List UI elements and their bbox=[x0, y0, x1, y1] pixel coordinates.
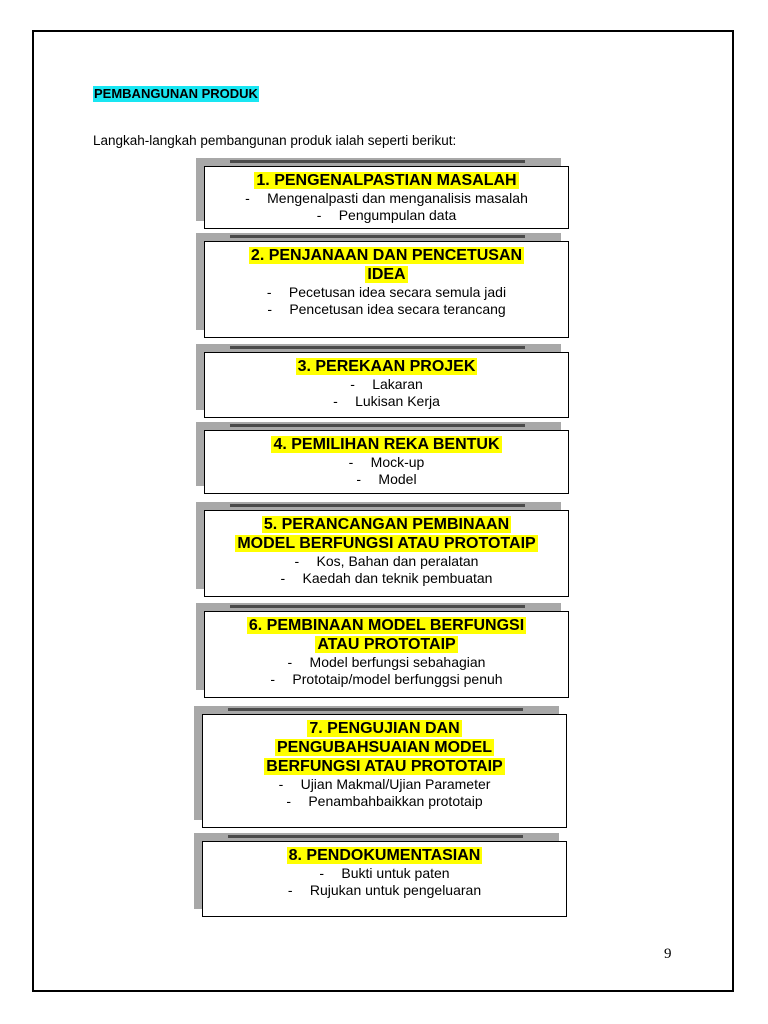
step-title bbox=[205, 616, 568, 654]
step-item-text: Model bbox=[378, 471, 417, 487]
step-box-8 bbox=[202, 841, 567, 917]
step-box-4 bbox=[204, 430, 569, 494]
step-item bbox=[205, 284, 568, 301]
step-title-line: 1. PENGENALPASTIAN MASALAH bbox=[256, 172, 517, 189]
step-shadow-edge bbox=[230, 605, 525, 608]
step-shadow-edge bbox=[230, 504, 525, 507]
step-title-line: 4. PEMILIHAN REKA BENTUK bbox=[273, 436, 500, 453]
step-box-7 bbox=[202, 714, 567, 828]
step-item bbox=[203, 776, 566, 793]
step-items bbox=[205, 376, 568, 410]
step-card bbox=[204, 241, 569, 338]
step-item-text: Pengumpulan data bbox=[338, 207, 457, 223]
step-shadow-edge bbox=[230, 160, 525, 163]
dash-bullet: - bbox=[356, 471, 362, 487]
step-item-text: Kaedah dan teknik pembuatan bbox=[302, 570, 493, 586]
step-card bbox=[202, 714, 567, 828]
step-items bbox=[205, 454, 568, 488]
dash-bullet: - bbox=[350, 376, 355, 392]
step-items bbox=[205, 284, 568, 318]
step-item bbox=[205, 570, 568, 587]
step-items bbox=[203, 776, 566, 810]
dash-bullet: - bbox=[286, 793, 291, 809]
dash-bullet: - bbox=[333, 393, 338, 409]
step-box-3 bbox=[204, 352, 569, 418]
step-card bbox=[202, 841, 567, 917]
step-box-6 bbox=[204, 611, 569, 698]
step-title bbox=[205, 171, 568, 190]
step-item bbox=[205, 471, 568, 488]
dash-bullet: - bbox=[278, 776, 284, 792]
dash-bullet: - bbox=[266, 284, 272, 300]
step-title bbox=[205, 435, 568, 454]
step-item-text: Prototaip/model berfunggsi penuh bbox=[292, 671, 503, 687]
step-item-text: Pencetusan idea secara terancang bbox=[289, 301, 506, 317]
dash-bullet: - bbox=[348, 454, 354, 470]
dash-bullet: - bbox=[270, 671, 276, 687]
dash-bullet: - bbox=[287, 654, 293, 670]
step-items bbox=[203, 865, 566, 899]
dash-bullet: - bbox=[294, 553, 300, 569]
step-item-text: Penambahbaikkan prototaip bbox=[308, 793, 483, 809]
dash-bullet: - bbox=[287, 882, 293, 898]
step-title-line: 2. PENJANAAN DAN PENCETUSAN bbox=[250, 247, 523, 264]
step-item-text: Model berfungsi sebahagian bbox=[309, 654, 486, 670]
step-item-text: Lukisan Kerja bbox=[355, 393, 440, 409]
step-item bbox=[205, 190, 568, 207]
step-items bbox=[205, 190, 568, 224]
step-shadow-edge bbox=[228, 708, 523, 711]
step-title bbox=[205, 246, 568, 284]
step-card bbox=[204, 352, 569, 418]
step-item bbox=[205, 671, 568, 688]
step-title-line: MODEL BERFUNGSI ATAU PROTOTAIP bbox=[237, 535, 536, 552]
step-card bbox=[204, 611, 569, 698]
step-title-line: 3. PEREKAAN PROJEK bbox=[297, 358, 476, 375]
step-title bbox=[205, 515, 568, 553]
step-item bbox=[205, 553, 568, 570]
dash-bullet: - bbox=[267, 301, 272, 317]
step-title-line: 6. PEMBINAAN MODEL BERFUNGSI bbox=[248, 617, 525, 634]
dash-bullet: - bbox=[319, 865, 325, 881]
step-items bbox=[205, 553, 568, 587]
step-title-line: ATAU PROTOTAIP bbox=[317, 636, 456, 653]
step-title-line: IDEA bbox=[367, 266, 406, 283]
page-number: 9 bbox=[664, 946, 672, 962]
step-title-line: PENGUBAHSUAIAN MODEL bbox=[276, 739, 493, 756]
dash-bullet: - bbox=[280, 570, 286, 586]
step-item bbox=[205, 376, 568, 393]
step-item-text: Mengenalpasti dan menganalisis masalah bbox=[267, 190, 528, 206]
step-title bbox=[205, 357, 568, 376]
step-item-text: Ujian Makmal/Ujian Parameter bbox=[300, 776, 491, 792]
step-item-text: Rujukan untuk pengeluaran bbox=[309, 882, 482, 898]
step-box-2 bbox=[204, 241, 569, 338]
intro-text: Langkah-langkah pembangunan produk ialah seperti berikut: bbox=[93, 133, 457, 148]
step-item-text: Mock-up bbox=[370, 454, 425, 470]
step-title-line: 5. PERANCANGAN PEMBINAAN bbox=[263, 516, 510, 533]
section-heading: PEMBANGUNAN PRODUK bbox=[94, 86, 258, 101]
step-item bbox=[203, 882, 566, 899]
step-box-1 bbox=[204, 166, 569, 229]
step-shadow-edge bbox=[228, 835, 523, 838]
step-item-text: Lakaran bbox=[372, 376, 423, 392]
step-card bbox=[204, 430, 569, 494]
step-item bbox=[203, 865, 566, 882]
dash-bullet: - bbox=[316, 207, 322, 223]
step-title-line: BERFUNGSI ATAU PROTOTAIP bbox=[266, 758, 503, 775]
step-item-text: Kos, Bahan dan peralatan bbox=[316, 553, 479, 569]
step-item bbox=[205, 301, 568, 318]
step-card bbox=[204, 510, 569, 597]
step-card bbox=[204, 166, 569, 229]
step-items bbox=[205, 654, 568, 688]
step-item bbox=[205, 454, 568, 471]
dash-bullet: - bbox=[245, 190, 250, 206]
step-title bbox=[203, 719, 566, 776]
step-item-text: Pecetusan idea secara semula jadi bbox=[288, 284, 507, 300]
step-item bbox=[205, 654, 568, 671]
step-item-text: Bukti untuk paten bbox=[341, 865, 450, 881]
step-shadow-edge bbox=[230, 346, 525, 349]
step-item bbox=[203, 793, 566, 810]
step-item bbox=[205, 207, 568, 224]
step-shadow-edge bbox=[230, 424, 525, 427]
step-box-5 bbox=[204, 510, 569, 597]
step-title bbox=[203, 846, 566, 865]
step-title-line: 7. PENGUJIAN DAN bbox=[309, 720, 460, 737]
step-item bbox=[205, 393, 568, 410]
step-title-line: 8. PENDOKUMENTASIAN bbox=[288, 847, 481, 864]
step-shadow-edge bbox=[230, 235, 525, 238]
